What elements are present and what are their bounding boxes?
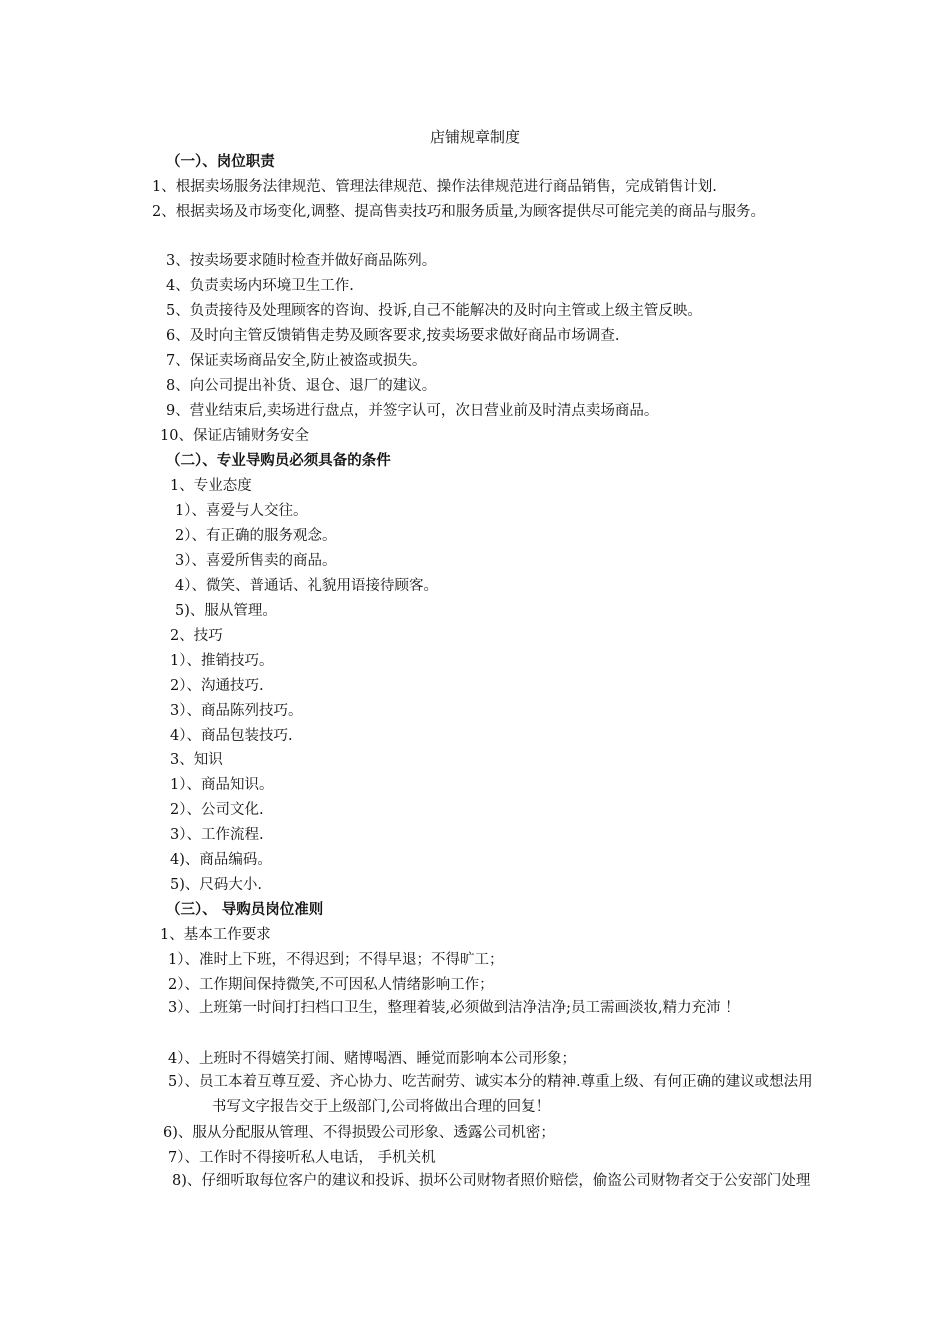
duty-item: 9、营业结束后,卖场进行盘点，并签字认可，次日营业前及时清点卖场商品。 bbox=[166, 403, 659, 419]
list-item: 3）、工作流程. bbox=[170, 827, 264, 843]
duty-item: 3、按卖场要求随时检查并做好商品陈列。 bbox=[166, 253, 437, 269]
rule-item: 7）、工作时不得接听私人电话， 手机关机 bbox=[168, 1150, 436, 1166]
document-title: 店铺规章制度 bbox=[429, 128, 520, 146]
list-item: 4）、商品包装技巧. bbox=[170, 728, 293, 744]
duty-item: 10、保证店铺财务安全 bbox=[160, 428, 309, 444]
rule-item bbox=[168, 996, 816, 1021]
list-item: 1）、推销技巧。 bbox=[170, 653, 274, 669]
list-item: 5)、服从管理。 bbox=[175, 603, 277, 619]
rule-item: 1）、准时上下班，不得迟到；不得早退；不得旷工； bbox=[168, 952, 504, 968]
duty-item: 1、根据卖场服务法律规范、管理法律规范、操作法律规范进行商品销售，完成销售计划. bbox=[152, 179, 717, 195]
rule-item: 2）、工作期间保持微笑,不可因私人情绪影响工作； bbox=[168, 977, 494, 993]
duty-item: 8、向公司提出补货、退仓、退厂的建议。 bbox=[166, 378, 437, 394]
list-item: 2）、沟通技巧. bbox=[170, 678, 264, 694]
rule-item-text: 5）、员工本着互尊互爱、齐心协力、吃苦耐劳、诚实本分的精神.尊重上级、有何正确的建议或想法用书写文字报告交于上级部门,公司将做出合理的回复！ bbox=[168, 1074, 813, 1115]
duty-item-text: 2、根据卖场及市场变化,调整、提高售卖技巧和服务质量,为顾客提供尽可能完美的商品与服务。 bbox=[152, 204, 765, 220]
rule-item-text: 3）、上班第一时间打扫档口卫生，整理着装,必须做到洁净洁净;员工需画淡妆,精力充沛 ！ bbox=[168, 1000, 740, 1016]
list-item: 1）、喜爱与人交往。 bbox=[175, 503, 308, 519]
section-heading-2: （二）、专业导购员必须具备的条件 bbox=[166, 452, 391, 469]
list-item: 3）、喜爱所售卖的商品。 bbox=[175, 553, 337, 569]
list-item: 5)、尺码大小. bbox=[170, 877, 262, 893]
list-item: 4)、商品编码。 bbox=[170, 852, 272, 868]
list-item: 2）、公司文化. bbox=[170, 802, 264, 818]
duty-item: 5、负责接待及处理顾客的咨询、投诉,自己不能解决的及时向主管或上级主管反映。 bbox=[166, 303, 702, 319]
list-item: 2）、有正确的服务观念。 bbox=[175, 528, 337, 544]
rule-item-text: 8)、仔细听取每位客户的建议和投诉、损坏公司财物者照价赔偿，偷盗公司财物者交于公安部门处理 bbox=[172, 1173, 811, 1189]
rule-item bbox=[168, 1070, 816, 1120]
list-item: 1）、商品知识。 bbox=[170, 777, 274, 793]
list-item: 4）、微笑、普通话、礼貌用语接待顾客。 bbox=[175, 578, 438, 594]
rule-item: 4）、上班时不得嬉笑打闹、赌博喝酒、睡觉而影响本公司形象； bbox=[168, 1051, 576, 1067]
duty-item: 4、负责卖场内环境卫生工作. bbox=[166, 278, 354, 294]
group-label: 2、技巧 bbox=[170, 628, 223, 644]
duty-item bbox=[152, 200, 812, 225]
section-heading-1: （一）、岗位职责 bbox=[166, 153, 275, 170]
section-heading-3: （三）、 导购员岗位准则 bbox=[166, 901, 324, 918]
rule-item: 6)、服从分配服从管理、不得损毁公司形象、透露公司机密； bbox=[163, 1125, 555, 1141]
duty-item: 6、及时向主管反馈销售走势及顾客要求,按卖场要求做好商品市场调查. bbox=[166, 328, 620, 344]
group-label: 3、知识 bbox=[170, 752, 223, 768]
group-label: 1、基本工作要求 bbox=[160, 927, 271, 943]
rule-item bbox=[172, 1169, 816, 1194]
group-label: 1、专业态度 bbox=[170, 478, 252, 494]
list-item: 3）、商品陈列技巧。 bbox=[170, 703, 303, 719]
duty-item: 7、保证卖场商品安全,防止被盗或损失。 bbox=[166, 353, 427, 369]
